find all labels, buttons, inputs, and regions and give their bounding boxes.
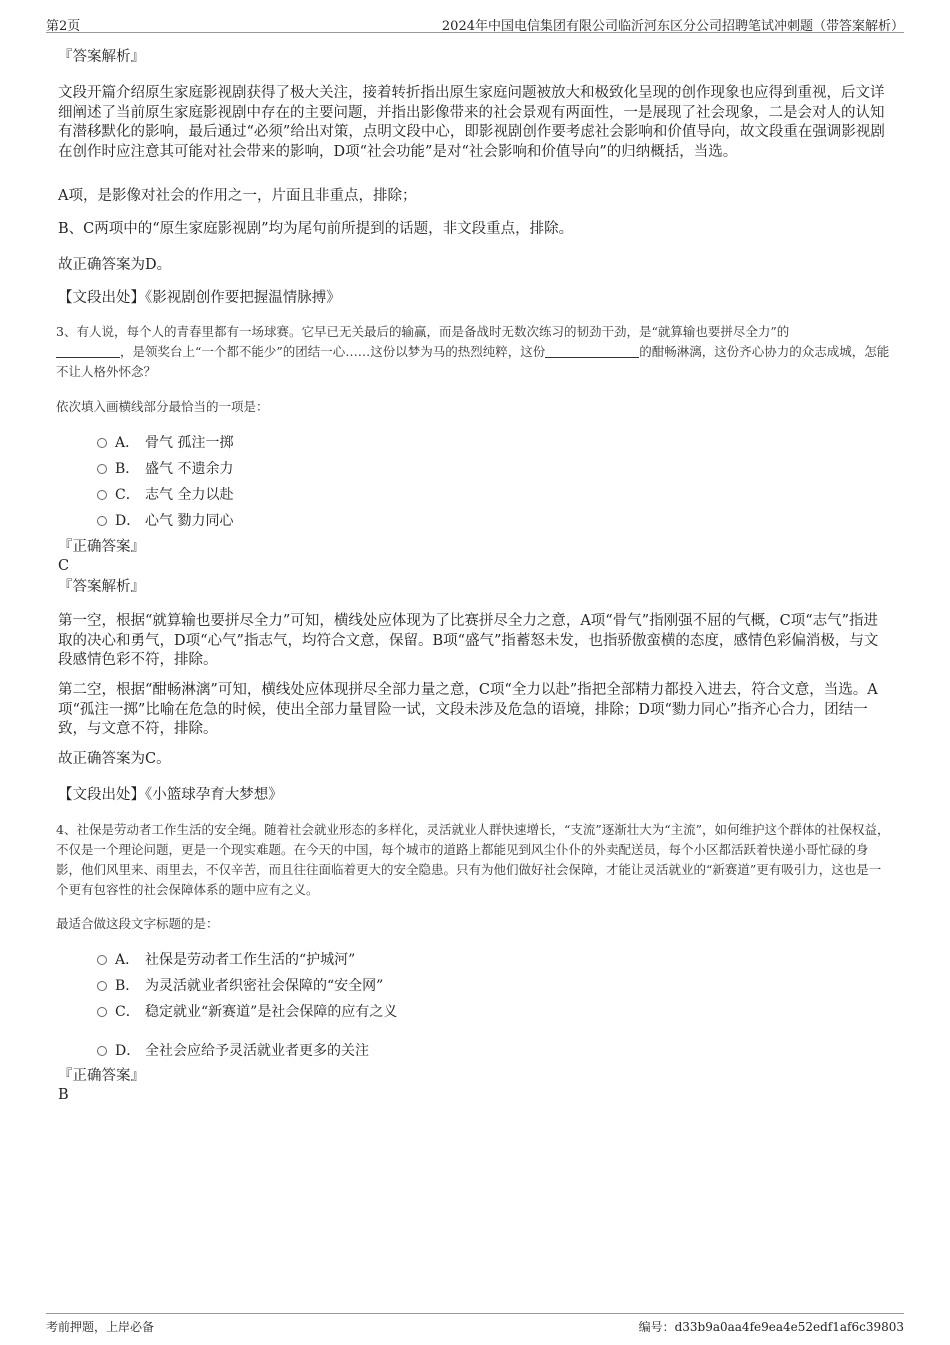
q2-analysis-paragraph-2: A项，是影像对社会的作用之一，片面且非重点，排除； xyxy=(58,188,417,204)
radio-circle-icon[interactable] xyxy=(97,438,107,448)
q3-stem-part-2: ，是领奖台上“一个都不能少”的团结一心……这份以梦为马的热烈纯粹，这份 xyxy=(120,344,546,359)
radio-circle-icon[interactable] xyxy=(97,955,107,965)
radio-circle-icon[interactable] xyxy=(97,490,107,500)
footer-slogan: 考前押题，上岸必备 xyxy=(46,1320,155,1334)
q4-answer: B xyxy=(58,1087,69,1103)
page-footer xyxy=(46,1313,904,1337)
q4-option-d[interactable]: D． 全社会应给予灵活就业者更多的关注 xyxy=(97,1040,369,1060)
radio-circle-icon[interactable] xyxy=(97,516,107,526)
q3-answer-label: 『正确答案』 xyxy=(58,539,145,555)
q3-blank-2 xyxy=(545,345,639,358)
q3-analysis-label: 『答案解析』 xyxy=(58,579,145,595)
document-id: 编号：d33b9a0aa4fe9ea4e52edf1af6c39803 xyxy=(638,1320,904,1334)
q4-stem: 4、社保是劳动者工作生活的安全绳。随着社会就业形态的多样化，灵活就业人群快速增长，“支流”逐渐壮大为“主流”，如何维护这个群体的社保权益，不仅是一个理论问题，更是一个现实难题。在今天的中国，每个城市的道路上都能见到风尘仆仆的外卖配送员，每个小区都活跃着快递小哥忙碌的身影，他们风里来、雨里去，不仅辛苦，而且往往面临着更大的安全隐患。只有为他们做好社会保障，才能让灵活就业的“新赛道”更有吸引力，这也是一个更有包容性的社会保障体系的题中应有之义。 xyxy=(56,822,890,897)
page-number: 第2页 xyxy=(46,19,81,34)
q4-prompt: 最适合做这段文字标题的是： xyxy=(56,916,219,931)
q4-option-b[interactable]: B． 为灵活就业者织密社会保障的“安全网” xyxy=(97,975,383,995)
q2-analysis-paragraph-1: 文段开篇介绍原生家庭影视剧获得了极大关注，接着转折指出原生家庭问题被放大和极致化呈现的创作现象也应得到重视，后文详细阐述了当前原生家庭影视剧中存在的主要问题，并指出影像带来的社会景观有两面性，一是展现了社会现象，二是会对人的认知有潜移默化的影响，最后通过“必须”给出对策，点明文段中心，即影视剧创作要考虑社会影响和价值导向，故文段重在强调影视剧在创作时应注意其可能对社会带来的影响，D项“社会功能”是对“社会影响和价值导向”的归纳概括，当选。 xyxy=(58,85,885,160)
radio-circle-icon[interactable] xyxy=(97,1046,107,1056)
radio-circle-icon[interactable] xyxy=(97,464,107,474)
q2-source: 【文段出处】《影视剧创作要把握温情脉搏》 xyxy=(58,290,341,306)
q3-analysis-paragraph-2: 第二空，根据“酣畅淋漓”可知，横线处应体现拼尽全部力量之意，C项“全力以赴”指把全部精力都投入进去，符合文意，当选。A项“孤注一掷”比喻在危急的时候，使出全部力量冒险一试，文段未涉及危急的语境，排除；D项“勠力同心”指齐心合力，团结一致，与文意不符，排除。 xyxy=(58,682,878,737)
q3-option-c[interactable]: C． 志气 全力以赴 xyxy=(97,484,233,504)
q3-analysis-paragraph-3: 故正确答案为C。 xyxy=(58,751,171,767)
q3-option-b[interactable]: B． 盛气 不遗余力 xyxy=(97,458,233,478)
page-header xyxy=(46,10,904,33)
q3-source: 【文段出处】《小篮球孕育大梦想》 xyxy=(58,787,283,803)
q2-analysis-paragraph-3: B、C两项中的“原生家庭影视剧”均为尾句前所提到的话题，非文段重点，排除。 xyxy=(58,221,574,237)
q2-analysis-paragraph-4: 故正确答案为D。 xyxy=(58,257,172,273)
q4-answer-label: 『正确答案』 xyxy=(58,1068,145,1084)
q3-blank-1 xyxy=(56,345,120,358)
radio-circle-icon[interactable] xyxy=(97,1007,107,1017)
q3-option-d[interactable]: D． 心气 勠力同心 xyxy=(97,510,233,530)
q3-stem-part-3: 的酣畅淋漓，这份齐心协力的众志成城，怎能不让人格外怀念？ xyxy=(56,344,890,379)
q3-option-a[interactable]: A． 骨气 孤注一掷 xyxy=(97,432,233,452)
q3-answer: C xyxy=(58,558,70,574)
q3-analysis-paragraph-1: 第一空，根据“就算输也要拼尽全力”可知，横线处应体现为了比赛拼尽全力之意，A项“骨气”指刚强不屈的气概，C项“志气”指进取的决心和勇气，D项“心气”指志气，均符合文意，保留。B项“盛气”指蓄怒未发，也指骄傲蛮横的态度，感情色彩偏消极，与文段感情色彩不符，排除。 xyxy=(58,613,879,668)
q2-analysis-label: 『答案解析』 xyxy=(58,49,145,65)
document-title: 2024年中国电信集团有限公司临沂河东区分公司招聘笔试冲刺题（带答案解析） xyxy=(441,19,904,34)
q3-prompt: 依次填入画横线部分最恰当的一项是： xyxy=(56,399,269,414)
radio-circle-icon[interactable] xyxy=(97,981,107,991)
q3-stem xyxy=(56,322,890,382)
q3-stem-part-1: 3、有人说，每个人的青春里都有一场球赛。它早已无关最后的输赢，而是备战时无数次练习的韧劲干劲，是“就算输也要拼尽全力”的 xyxy=(56,324,790,339)
q4-option-a[interactable]: A． 社保是劳动者工作生活的“护城河” xyxy=(97,949,355,969)
q4-option-c[interactable]: C． 稳定就业“新赛道”是社会保障的应有之义 xyxy=(97,1001,397,1021)
